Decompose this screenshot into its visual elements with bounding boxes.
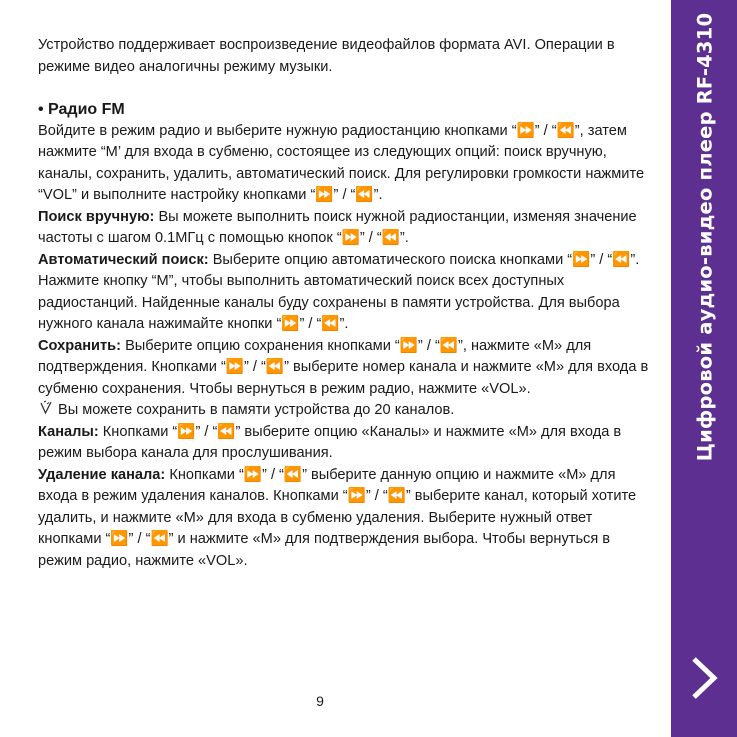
chevron-right-icon[interactable] <box>689 655 719 701</box>
save-text: Выберите опцию сохранения кнопками “⏩” / “⏪”, нажмите «M» для подтверждения. Кнопками “⏩” / “⏪” выберите номер канала и нажмите «M» для входа в субменю сохранения. Чтобы вернуться в режим радио, нажмите «VOL». <box>38 337 649 397</box>
note-check-icon <box>38 400 54 416</box>
channels-text: Кнопками “⏩” / “⏪” выберите опцию «Каналы» и нажмите «M» для входа в режим выбора канала для прослушивания. <box>38 423 622 461</box>
manual-search-text: Вы можете выполнить поиск нужной радиостанции, изменяя значение частоты с шагом 0.1МГц с помощью кнопок “⏩” / “⏪”. <box>38 208 637 246</box>
delete-channel-text: Кнопками “⏩” / “⏪” выберите данную опцию и нажмите «M» для входа в режим удаления каналов. Кнопками “⏩” / “⏪” выберите канал, который хотите удалить, и нажмите «M» для входа в субменю удаления. Выберите нужный ответ кнопками “⏩” / “⏪” и нажмите «M» для подтверждения выбора. Чтобы вернуться в режим радио, нажмите «VOL». <box>38 466 637 569</box>
delete-channel-paragraph <box>38 465 653 573</box>
auto-search-label: Автоматический поиск: <box>38 251 209 268</box>
radio-intro-paragraph: Войдите в режим радио и выберите нужную радиостанцию кнопками “⏩” / “⏪”, затем нажмите “M’ для входа в субменю, состоящее из следующих опций: поиск вручную, каналы, сохранить, удалить, автоматический поиск. Для регулировки громкости нажмите “VOL” и выполните настройку кнопками “⏩” / “⏪”. <box>38 122 645 203</box>
side-title: Цифровой аудио-видео плеер RF-4310 <box>693 12 717 462</box>
channels-label: Каналы: <box>38 423 99 440</box>
section-heading-radio-fm: • Радио FM <box>38 101 125 118</box>
save-label: Сохранить: <box>38 337 122 354</box>
auto-search-paragraph <box>38 250 653 336</box>
note-paragraph <box>38 400 653 422</box>
note-text: Вы можете сохранить в памяти устройства до 20 каналов. <box>58 402 455 418</box>
save-paragraph <box>38 336 653 401</box>
auto-search-text: Выберите опцию автоматического поиска кнопками “⏩” / “⏪”. Нажмите кнопку “M”, чтобы выполнить автоматический поиск всех доступных радиостанций. Найденные каналы буду сохранены в памяти устройства. Для выбора нужного канала нажимайте кнопки “⏩” / “⏪”. <box>38 251 640 332</box>
page-content <box>38 35 653 572</box>
intro-paragraph: Устройство поддерживает воспроизведение видеофайлов формата AVI. Операции в режиме видео аналогичны режиму музыки. <box>38 37 615 75</box>
manual-search-label: Поиск вручную: <box>38 208 155 225</box>
manual-search-paragraph <box>38 207 653 250</box>
delete-channel-label: Удаление канала: <box>38 466 166 483</box>
channels-paragraph <box>38 422 653 465</box>
page-number: 9 <box>316 693 324 709</box>
